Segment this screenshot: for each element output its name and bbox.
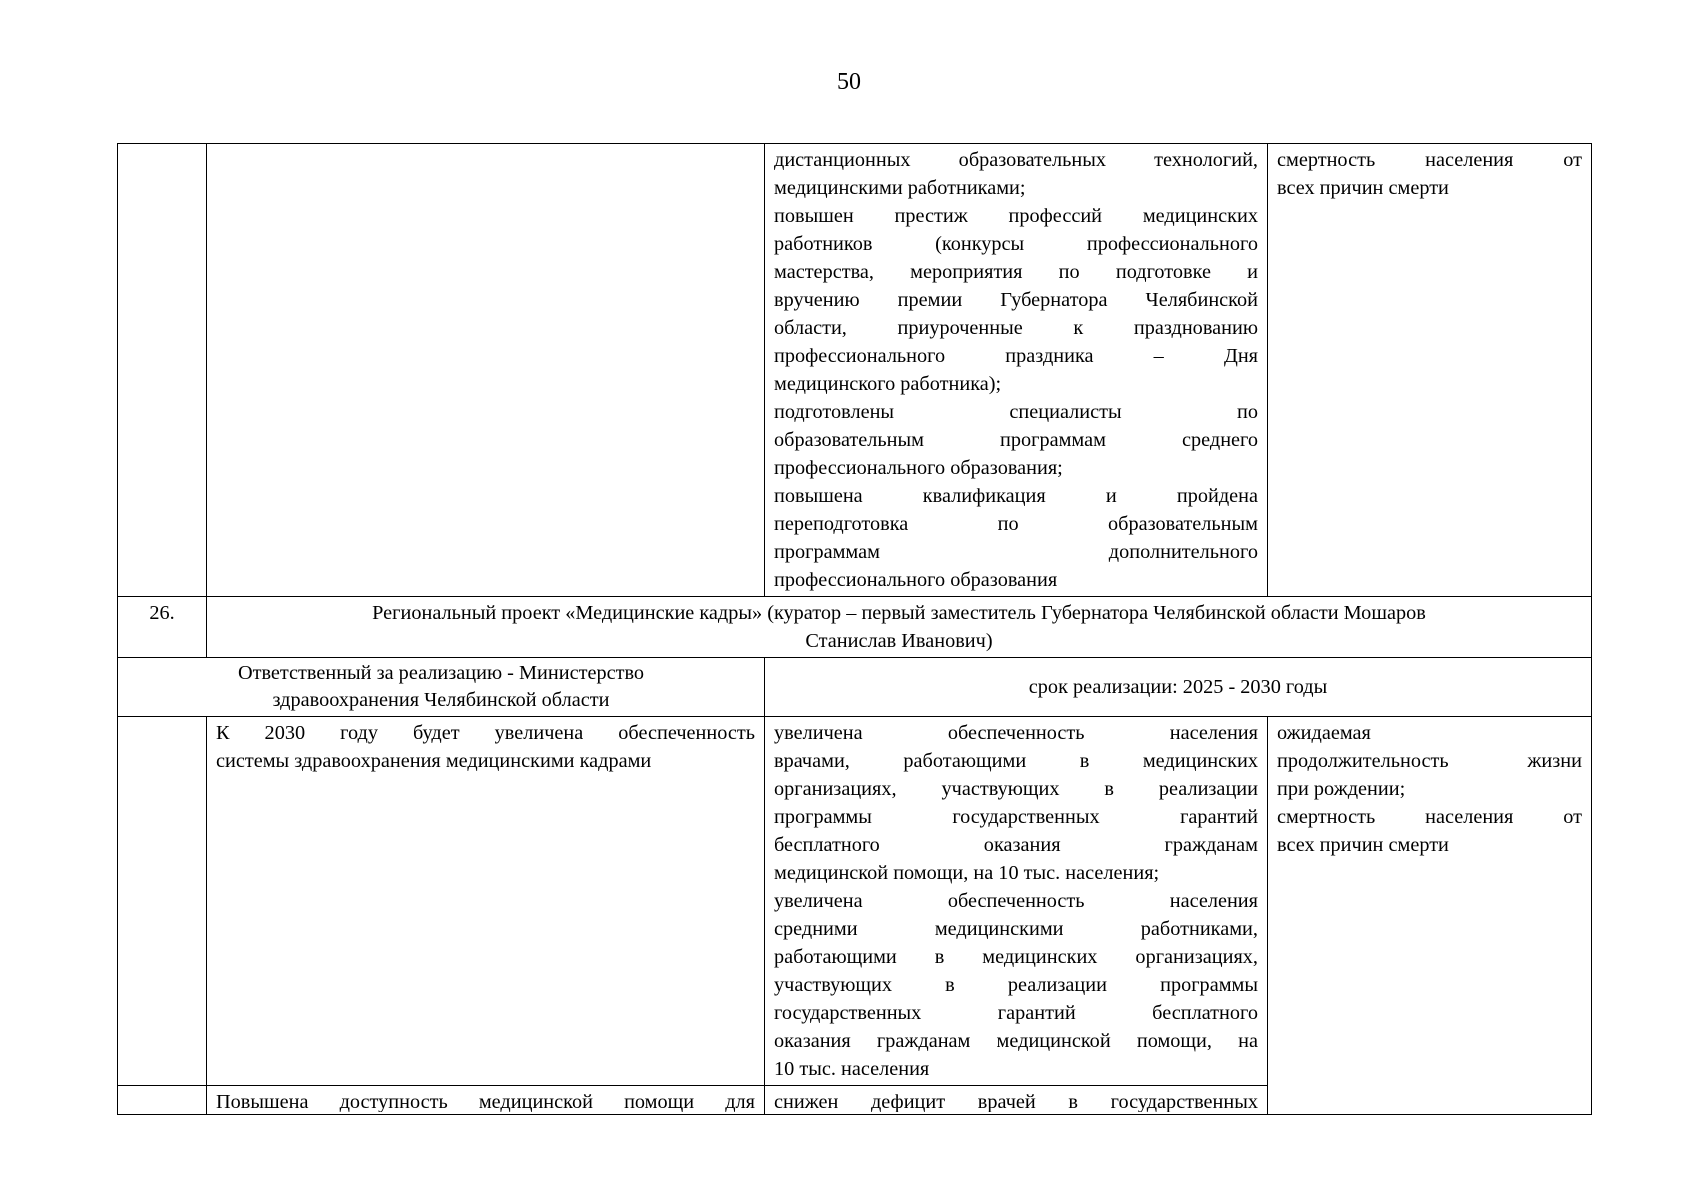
table-row-continued (118, 144, 1592, 597)
results-cell (765, 717, 1268, 1086)
text-line: 10 тыс. населения (774, 1058, 930, 1080)
page-number: 50 (837, 69, 861, 95)
text-line: профессионального образования; (774, 457, 1063, 479)
text-line: всех причин смерти (1277, 834, 1449, 856)
text-line: смертность населения от (1277, 149, 1582, 171)
text-line: повышен престиж профессий медицинских (774, 205, 1258, 227)
number-cell (118, 144, 207, 597)
text-line: работающими в медицинских организациях, (774, 946, 1258, 968)
term-cell: срок реализации: 2025 - 2030 годы (765, 658, 1592, 717)
text-line: при рождении; (1277, 778, 1406, 800)
goal-cell (207, 144, 765, 597)
text-line: государственных гарантий бесплатного (774, 1002, 1258, 1024)
text-line: работников (конкурсы профессионального (774, 233, 1258, 255)
table-row-responsible (118, 658, 1592, 717)
text-line: вручению премии Губернатора Челябинской (774, 289, 1258, 311)
indicators-cell (1268, 717, 1592, 1115)
text-line: подготовлены специалисты по (774, 401, 1258, 423)
text-line: продолжительность жизни (1277, 750, 1582, 772)
text-line: профессионального образования (774, 569, 1058, 591)
text-line: программы государственных гарантий (774, 806, 1258, 828)
text-line: образовательным программам среднего (774, 429, 1258, 451)
text-line: мастерства, мероприятия по подготовке и (774, 261, 1258, 283)
goal-text: Повышена доступность медицинской помощи для (216, 1091, 755, 1112)
indicators-cell (1268, 144, 1592, 597)
text-line: смертность населения от (1277, 806, 1582, 828)
text-line: переподготовка по образовательным (774, 513, 1258, 535)
responsible-line: Ответственный за реализацию - Министерство (237, 662, 645, 684)
results-cell (765, 144, 1268, 597)
text-line: медицинскими работниками; (774, 177, 1026, 199)
text-line: увеличена обеспеченность населения (774, 890, 1258, 912)
text-line: участвующих в реализации программы (774, 974, 1258, 996)
text-line: медицинской помощи, на 10 тыс. населения; (774, 862, 1160, 884)
project-title-line: Станислав Иванович) (805, 630, 993, 652)
results-text: снижен дефицит врачей в государственных (774, 1091, 1258, 1112)
results-cell (765, 1086, 1268, 1115)
table-row-goal (118, 717, 1592, 1086)
text-line: бесплатного оказания гражданам (774, 834, 1258, 856)
number-cell (118, 1086, 207, 1115)
text-line: всех причин смерти (1277, 177, 1449, 199)
text-line: программам дополнительного (774, 541, 1258, 563)
responsible-cell (118, 658, 765, 717)
text-line: области, приуроченные к празднованию (774, 317, 1258, 339)
project-title (207, 597, 1592, 658)
text-line: оказания гражданам медицинской помощи, на (774, 1030, 1258, 1052)
text-line: системы здравоохранения медицинскими кадрами (216, 750, 652, 772)
text-line: К 2030 году будет увеличена обеспеченность (216, 722, 755, 744)
text-line: организациях, участвующих в реализации (774, 778, 1258, 800)
table-row-project-26 (118, 597, 1592, 658)
text-line: дистанционных образовательных технологий, (774, 149, 1258, 171)
row-number: 26. (118, 597, 207, 658)
goal-cell (207, 1086, 765, 1115)
project-table (117, 143, 1592, 1115)
text-line: повышена квалификация и пройдена (774, 485, 1258, 507)
text-line: средними медицинскими работниками, (774, 918, 1258, 940)
number-cell (118, 717, 207, 1086)
text-line: ожидаемая (1277, 722, 1371, 744)
text-line: увеличена обеспеченность населения (774, 722, 1258, 744)
text-line: медицинского работника); (774, 373, 1002, 395)
goal-cell (207, 717, 765, 1086)
text-line: врачами, работающими в медицинских (774, 750, 1258, 772)
text-line: профессионального праздника – Дня (774, 345, 1258, 367)
project-title-line: Региональный проект «Медицинские кадры» (куратор – первый заместитель Губернатора Челябинской области Мошаров (372, 602, 1426, 624)
responsible-line: здравоохранения Челябинской области (272, 689, 610, 711)
